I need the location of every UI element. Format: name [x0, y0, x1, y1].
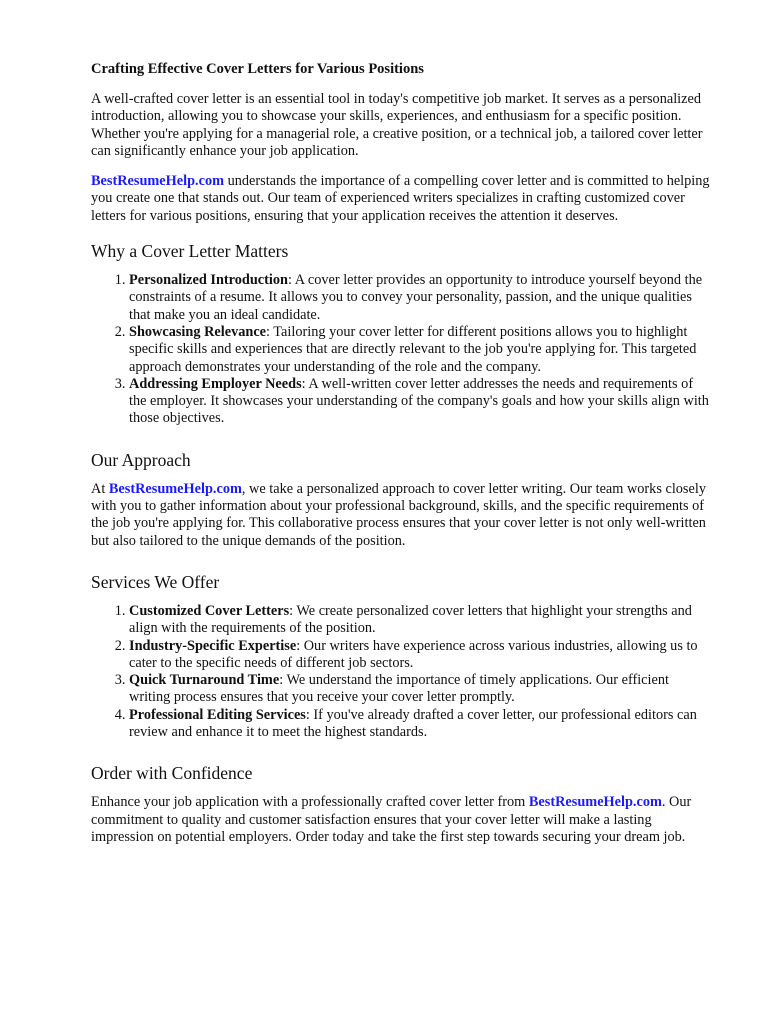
brand-link[interactable]: BestResumeHelp.com [528, 794, 662, 811]
list-item-term: Customized Cover Letters [129, 602, 290, 619]
list-item [129, 672, 710, 707]
list-item-term: Quick Turnaround Time [129, 672, 280, 689]
list-item-text: : A well-written cover letter addresses the needs and requirements of the employer. It showcases your understanding of the company's goals and how your skills align with those objectives. [129, 375, 709, 427]
list-item [129, 376, 710, 428]
list-item [129, 603, 710, 638]
brand-link[interactable]: BestResumeHelp.com [108, 480, 242, 497]
brand-paragraph [91, 173, 710, 225]
why-list [91, 272, 710, 428]
list-item-term: Industry-Specific Expertise [129, 637, 297, 654]
list-item-text: : Our writers have experience across various industries, allowing us to cater to the specific needs of different job sectors. [129, 637, 698, 671]
intro-paragraph: A well-crafted cover letter is an essential tool in today's competitive job market. It serves as a personalized introduction, allowing you to showcase your skills, experiences, and enthusiasm for a specific position. Whether you're applying for a managerial role, a creative position, or a technical job, a tailored cover letter can significantly enhance your job application. [91, 91, 703, 159]
list-item-text: : We understand the importance of timely applications. Our efficient writing process ensures that you receive your cover letter promptly. [129, 672, 669, 706]
list-item-text: : We create personalized cover letters that highlight your strengths and align with the requirements of the position. [129, 602, 692, 637]
list-item [129, 324, 710, 376]
section-heading-order: Order with Confidence [91, 763, 253, 784]
list-item-term: Professional Editing Services [129, 706, 306, 723]
order-prefix: Enhance your job application with a professionally crafted cover letter from [91, 794, 529, 811]
list-item-text: : If you've already drafted a cover letter, our professional editors can review and enhance it to meet the highest standards. [129, 706, 697, 741]
approach-prefix: At [91, 480, 109, 497]
brand-link[interactable]: BestResumeHelp.com [91, 173, 225, 190]
section-heading-approach: Our Approach [91, 449, 191, 470]
order-text: . Our commitment to quality and customer satisfaction ensures that your cover letter will make a lasting impression on potential employers. Order today and take the first step towards securing your dream job. [91, 794, 692, 845]
order-paragraph [91, 794, 710, 846]
list-item-text: : A cover letter provides an opportunity to introduce yourself beyond the constraints of a resume. It allows you to convey your personality, passion, and the unique qualities that make you an ideal candidate. [129, 272, 703, 323]
list-item-term: Showcasing Relevance [129, 323, 267, 340]
list-item-term: Personalized Introduction [129, 272, 288, 289]
document-title: Crafting Effective Cover Letters for Various Positions [91, 61, 424, 77]
list-item [129, 272, 710, 324]
section-heading-why: Why a Cover Letter Matters [91, 241, 289, 262]
list-item-term: Addressing Employer Needs [129, 375, 302, 392]
list-item [129, 638, 710, 673]
list-item [129, 707, 710, 742]
brand-paragraph-text: understands the importance of a compelling cover letter and is committed to helping you create one that stands out. Our team of experienced writers specializes in crafting customized cover letters for various positions, ensuring that your application receives the attention it deserves. [91, 173, 710, 224]
list-item-text: : Tailoring your cover letter for different positions allows you to highlight specific skills and experiences that are directly relevant to the job you're applying for. This targeted approach demonstrates your understanding of the role and the company. [129, 323, 697, 375]
services-list [91, 603, 710, 741]
approach-paragraph [91, 481, 710, 550]
section-heading-services: Services We Offer [91, 571, 220, 592]
approach-text: , we take a personalized approach to cover letter writing. Our team works closely with you to gather information about your professional background, skills, and the specific requirements of the job you're applying for. This collaborative process ensures that your cover letter is not only well-written but also tailored to the unique demands of the position. [91, 480, 706, 549]
